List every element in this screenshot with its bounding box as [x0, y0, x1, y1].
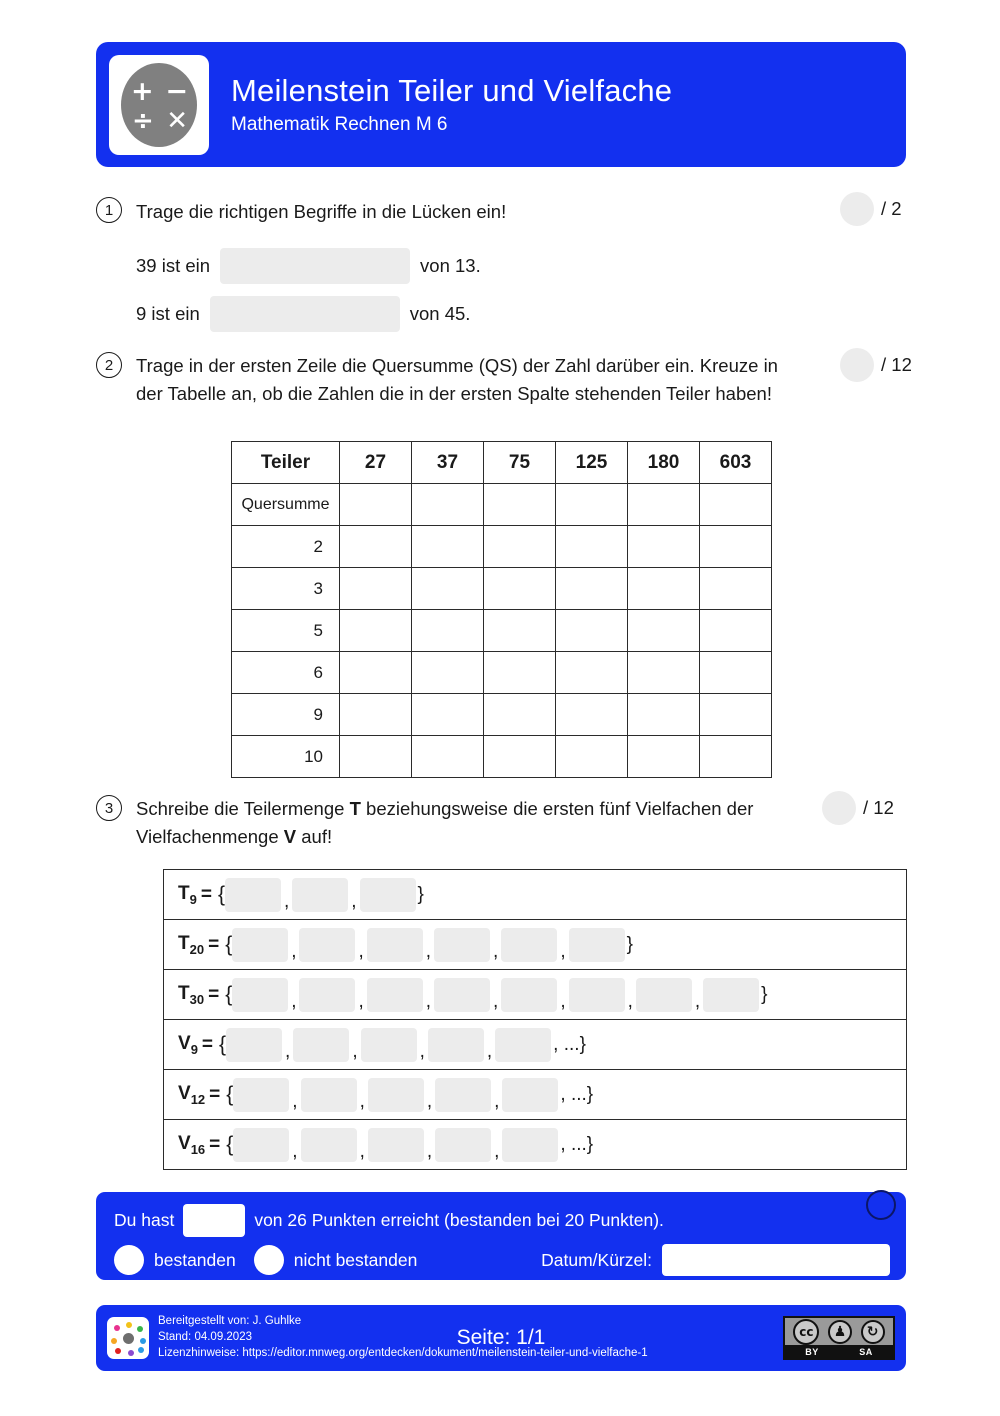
set-answer-blank[interactable]	[434, 928, 490, 962]
task-number-2: 2	[96, 352, 122, 378]
result-text-before: Du hast	[114, 1210, 175, 1230]
set-label	[178, 1133, 205, 1157]
comma-separator: ,	[493, 940, 499, 962]
set-tail: , ...}	[560, 1083, 594, 1105]
score-max-2: / 12	[881, 354, 912, 375]
set-index: 30	[189, 991, 205, 1007]
comma-separator: ,	[359, 1090, 365, 1112]
set-symbol: T	[178, 982, 190, 1004]
set-answer-blank[interactable]	[435, 1128, 491, 1162]
plus-icon: +	[131, 75, 154, 107]
footer-license-note[interactable]: Lizenzhinweise: https://editor.mnweg.org/entdecken/dokument/meilenstein-teiler-und-vielfache-1	[158, 1346, 648, 1359]
table-cell[interactable]	[556, 694, 628, 736]
footer-stand: Stand: 04.09.2023	[158, 1331, 252, 1344]
table-cell[interactable]	[484, 526, 556, 568]
logo-hub	[123, 1333, 134, 1344]
task-instruction-2: Trage in der ersten Zeile die Quersumme (QS) der Zahl darüber ein. Kreuze in der Tabelle an, ob die Zahlen die in der ersten Spalte stehenden Teiler haben!	[136, 355, 778, 405]
result-score-line	[114, 1204, 664, 1237]
cc-sa-label: SA	[859, 1346, 873, 1357]
comma-separator: ,	[694, 990, 701, 1012]
set-row	[164, 970, 906, 1020]
table-row-label: 6	[232, 652, 340, 694]
radio-failed[interactable]	[254, 1245, 284, 1275]
table-cell[interactable]	[700, 610, 772, 652]
set-answer-blank[interactable]	[501, 928, 557, 962]
table-cell[interactable]	[556, 736, 628, 778]
header-text-block	[231, 73, 672, 137]
set-answer-box	[163, 869, 907, 1170]
table-row	[232, 652, 772, 694]
equals-sign: =	[209, 1083, 221, 1105]
comma-separator: ,	[285, 1040, 291, 1062]
set-answer-blank[interactable]	[301, 1078, 357, 1112]
set-tail: , ...}	[553, 1033, 586, 1055]
fill-blank-2[interactable]	[210, 296, 400, 332]
comma-separator: ,	[292, 1090, 298, 1112]
comma-separator: ,	[292, 1140, 298, 1162]
task-3-part-3: auf!	[296, 826, 333, 848]
set-answer-blank[interactable]	[226, 1028, 282, 1062]
comma-separator: ,	[291, 940, 297, 962]
table-row-label: 10	[232, 736, 340, 778]
set-answer-blank[interactable]	[233, 1128, 289, 1162]
page-indicator: Seite: 1/1	[456, 1326, 546, 1349]
set-answer-blank[interactable]	[225, 878, 281, 912]
document-header	[96, 42, 906, 167]
set-symbol: V	[178, 1032, 191, 1054]
minus-icon: −	[165, 75, 188, 107]
cc-badge-labels	[785, 1345, 893, 1358]
set-answer-blank[interactable]	[299, 978, 355, 1012]
open-brace: {	[225, 932, 233, 956]
table-row	[232, 526, 772, 568]
task-instruction-1: Trage die richtigen Begriffe in die Lücken ein!	[136, 201, 507, 222]
fill-line-2-before: 9 ist ein	[136, 303, 200, 324]
comma-separator: ,	[419, 1040, 425, 1062]
table-cell[interactable]	[700, 568, 772, 610]
set-index: 16	[190, 1141, 206, 1157]
comma-separator: ,	[494, 1090, 500, 1112]
set-answer-blank[interactable]	[502, 1078, 558, 1112]
fill-line-1-before: 39 ist ein	[136, 255, 211, 276]
task-instruction-3	[136, 795, 814, 851]
table-cell[interactable]	[700, 652, 772, 694]
fill-line-2	[136, 296, 470, 332]
task-score-1	[840, 192, 902, 226]
set-label	[178, 1033, 198, 1057]
radio-passed[interactable]	[114, 1245, 144, 1275]
set-answer-blank[interactable]	[232, 978, 288, 1012]
table-cell[interactable]	[340, 652, 412, 694]
task-number-3: 3	[96, 795, 122, 821]
score-max-1: / 2	[881, 198, 902, 219]
set-answer-blank[interactable]	[368, 1078, 424, 1112]
set-label	[178, 883, 197, 907]
set-tail: }	[417, 883, 424, 905]
table-header-cell: 37	[412, 442, 484, 484]
open-brace: {	[226, 1132, 234, 1156]
table-cell[interactable]	[340, 484, 412, 526]
table-cell[interactable]	[484, 610, 556, 652]
task-score-2	[840, 348, 912, 382]
set-symbol: T	[178, 882, 190, 904]
divisor-table	[231, 441, 772, 778]
comma-separator: ,	[486, 1040, 493, 1062]
table-cell[interactable]	[412, 694, 484, 736]
table-row-label: 5	[232, 610, 340, 652]
set-index: 20	[189, 941, 205, 957]
comma-separator: ,	[426, 1140, 433, 1162]
task-3-symbol-v: V	[283, 826, 297, 848]
comma-separator: ,	[358, 940, 364, 962]
comma-separator: ,	[493, 990, 499, 1012]
table-cell[interactable]	[556, 652, 628, 694]
logo-dot	[140, 1338, 146, 1344]
table-header-cell: 180	[628, 442, 700, 484]
table-cell[interactable]	[484, 484, 556, 526]
open-brace: {	[225, 982, 233, 1006]
set-answer-blank[interactable]	[569, 978, 625, 1012]
table-header-cell: Teiler	[232, 442, 340, 484]
equals-sign: =	[209, 1133, 221, 1155]
equals-sign: =	[208, 933, 220, 955]
table-row-label: 9	[232, 694, 340, 736]
logo-dot	[111, 1338, 117, 1344]
table-row	[232, 484, 772, 526]
result-box	[96, 1192, 906, 1280]
table-cell[interactable]	[484, 568, 556, 610]
footer-provided-by: Bereitgestellt von: J. Guhlke	[158, 1315, 302, 1328]
set-answer-blank[interactable]	[636, 978, 692, 1012]
score-circle[interactable]	[840, 348, 874, 382]
table-cell[interactable]	[412, 652, 484, 694]
table-header-cell: 27	[340, 442, 412, 484]
table-cell[interactable]	[628, 736, 700, 778]
task-score-3	[822, 791, 894, 825]
comma-separator: ,	[425, 940, 432, 962]
table-cell[interactable]	[700, 736, 772, 778]
set-answer-blank[interactable]	[502, 1128, 558, 1162]
set-answer-blank[interactable]	[361, 1028, 417, 1062]
table-row-label: 2	[232, 526, 340, 568]
open-brace: {	[226, 1082, 234, 1106]
document-footer	[96, 1305, 906, 1371]
comma-separator: ,	[560, 940, 566, 962]
table-cell[interactable]	[340, 526, 412, 568]
set-row	[164, 1070, 906, 1120]
comma-separator: ,	[426, 1090, 433, 1112]
logo-dot	[114, 1325, 120, 1331]
open-brace: {	[219, 1032, 227, 1056]
teacher-stamp-circle[interactable]	[866, 1190, 896, 1220]
multiply-icon: ✕	[166, 105, 188, 136]
table-header-cell: 75	[484, 442, 556, 484]
set-tail: , ...}	[560, 1133, 594, 1155]
cc-badge-icons	[785, 1318, 893, 1345]
cc-license-badge[interactable]	[783, 1316, 895, 1360]
table-cell[interactable]	[628, 610, 700, 652]
page-subtitle: Mathematik Rechnen M 6	[231, 114, 448, 136]
table-row-label: 3	[232, 568, 340, 610]
set-answer-blank[interactable]	[301, 1128, 357, 1162]
fill-line-2-after: von 45.	[409, 303, 471, 324]
score-circle[interactable]	[840, 192, 874, 226]
equals-sign: =	[200, 883, 212, 905]
comma-separator: ,	[627, 990, 633, 1012]
set-answer-blank[interactable]	[233, 1078, 289, 1112]
set-row	[164, 870, 906, 920]
set-answer-blank[interactable]	[367, 928, 423, 962]
set-tail: }	[626, 933, 633, 955]
logo-dot	[128, 1350, 134, 1356]
page-title: Meilenstein Teiler und Vielfache	[231, 72, 673, 108]
math-circle-glyph	[121, 63, 197, 147]
comma-separator: ,	[494, 1140, 500, 1162]
points-input[interactable]	[183, 1204, 245, 1237]
label-passed: bestanden	[154, 1249, 236, 1270]
table-cell[interactable]	[700, 694, 772, 736]
open-brace: {	[217, 882, 225, 906]
comma-separator: ,	[560, 990, 566, 1012]
set-symbol: V	[178, 1082, 191, 1104]
task-number-1: 1	[96, 197, 122, 223]
result-status-line	[114, 1244, 890, 1276]
table-cell[interactable]	[556, 610, 628, 652]
fill-line-1-after: von 13.	[420, 255, 481, 276]
fill-line-1	[136, 248, 481, 284]
set-answer-blank[interactable]	[495, 1028, 551, 1062]
table-cell[interactable]	[628, 484, 700, 526]
cc-by-label: BY	[805, 1346, 819, 1357]
cc-icon: cc	[793, 1319, 819, 1345]
set-index: 9	[189, 891, 197, 907]
comma-separator: ,	[358, 990, 364, 1012]
set-answer-blank[interactable]	[232, 928, 288, 962]
task-3-part-1: Schreibe die Teilermenge	[136, 798, 350, 819]
set-answer-blank[interactable]	[368, 1128, 424, 1162]
task-3-part-2: beziehungsweise die ersten fünf Vielfachen der Vielfachenmenge	[136, 798, 754, 848]
comma-separator: ,	[359, 1140, 365, 1162]
logo-dot	[137, 1326, 143, 1332]
set-answer-blank[interactable]	[299, 928, 355, 962]
set-symbol: T	[178, 932, 190, 954]
set-label	[178, 983, 204, 1007]
table-row	[232, 736, 772, 778]
table-cell[interactable]	[628, 568, 700, 610]
divide-icon: ÷	[132, 105, 154, 136]
logo-dot	[126, 1322, 132, 1328]
set-answer-blank[interactable]	[501, 978, 557, 1012]
table-cell[interactable]	[340, 736, 412, 778]
table-cell[interactable]	[628, 652, 700, 694]
table-cell[interactable]	[340, 610, 412, 652]
set-tail: }	[761, 983, 768, 1005]
set-index: 12	[190, 1091, 206, 1107]
footer-metadata	[158, 1314, 648, 1362]
comma-separator: ,	[283, 890, 290, 912]
table-cell[interactable]	[556, 568, 628, 610]
comma-separator: ,	[352, 1040, 358, 1062]
table-cell[interactable]	[484, 694, 556, 736]
logo-dot	[115, 1348, 121, 1354]
set-answer-blank[interactable]	[367, 978, 423, 1012]
task-3-symbol-t: T	[349, 798, 361, 819]
comma-separator: ,	[425, 990, 432, 1012]
set-answer-blank[interactable]	[292, 878, 348, 912]
set-label	[178, 933, 204, 957]
score-max-3: / 12	[863, 797, 894, 818]
table-cell[interactable]	[412, 736, 484, 778]
set-label	[178, 1083, 205, 1107]
set-answer-blank[interactable]	[435, 1078, 491, 1112]
fill-blank-1[interactable]	[220, 248, 410, 284]
table-cell[interactable]	[412, 484, 484, 526]
table-row	[232, 694, 772, 736]
set-row	[164, 920, 906, 970]
table-cell[interactable]	[628, 694, 700, 736]
table-header-cell: 125	[556, 442, 628, 484]
table-row-label: Quersumme	[232, 484, 340, 526]
math-operations-icon	[109, 55, 209, 155]
logo-dot	[138, 1347, 144, 1353]
set-index: 9	[190, 1041, 198, 1057]
table-cell[interactable]	[700, 484, 772, 526]
set-row	[164, 1020, 906, 1070]
date-group	[541, 1244, 890, 1276]
table-cell[interactable]	[412, 526, 484, 568]
table-cell[interactable]	[628, 526, 700, 568]
table-cell[interactable]	[412, 610, 484, 652]
set-answer-blank[interactable]	[293, 1028, 349, 1062]
equals-sign: =	[201, 1033, 214, 1055]
equals-sign: =	[208, 983, 220, 1005]
set-answer-blank[interactable]	[703, 978, 759, 1012]
result-text-after: von 26 Punkten erreicht (bestanden bei 20 Punkten).	[254, 1210, 664, 1230]
date-input[interactable]	[662, 1244, 890, 1276]
mnweg-logo-icon	[107, 1317, 149, 1359]
set-answer-blank[interactable]	[360, 878, 416, 912]
table-header-cell: 603	[700, 442, 772, 484]
score-circle[interactable]	[822, 791, 856, 825]
comma-separator: ,	[291, 990, 297, 1012]
table-header-row	[232, 442, 772, 484]
table-cell[interactable]	[556, 526, 628, 568]
table-cell[interactable]	[556, 484, 628, 526]
table-cell[interactable]	[484, 652, 556, 694]
set-row	[164, 1120, 906, 1170]
date-label: Datum/Kürzel:	[541, 1249, 652, 1270]
table-cell[interactable]	[340, 568, 412, 610]
table-cell[interactable]	[700, 526, 772, 568]
table-cell[interactable]	[340, 694, 412, 736]
cc-by-icon: ♟	[828, 1320, 852, 1344]
set-answer-blank[interactable]	[569, 928, 625, 962]
table-cell[interactable]	[484, 736, 556, 778]
comma-separator: ,	[351, 890, 357, 912]
label-failed: nicht bestanden	[293, 1249, 418, 1270]
table-cell[interactable]	[412, 568, 484, 610]
set-symbol: V	[178, 1132, 191, 1154]
cc-sa-icon: ↻	[861, 1320, 885, 1344]
table-row	[232, 610, 772, 652]
table-row	[232, 568, 772, 610]
set-answer-blank[interactable]	[434, 978, 490, 1012]
set-answer-blank[interactable]	[428, 1028, 484, 1062]
